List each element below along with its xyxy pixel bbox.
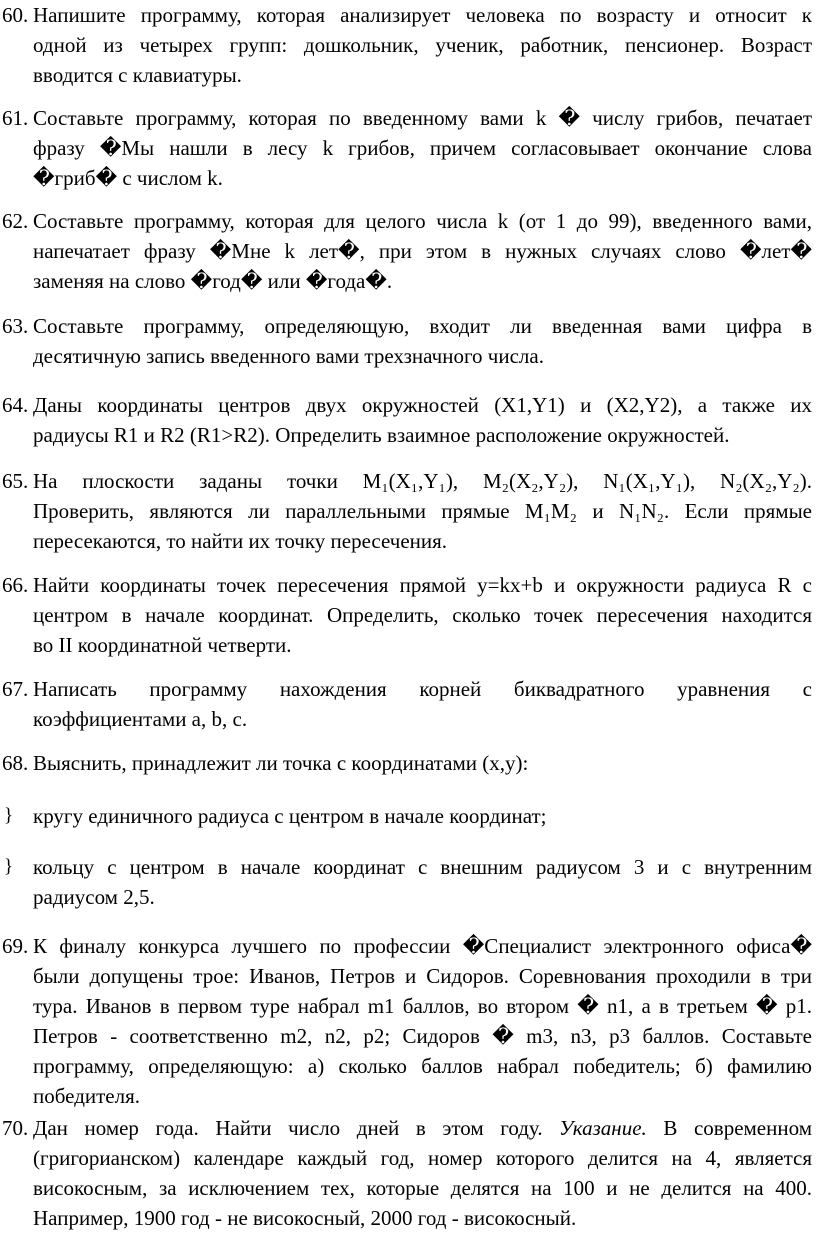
task-text-line: Петров - соответственно m2, n2, p2; Сидоров � m3, n3, p3 баллов. Составьте <box>33 1024 812 1048</box>
task-number: 63. <box>2 314 29 338</box>
task-number: 69. <box>2 934 29 958</box>
bullet-text-line: кольцу с центром в начале координат с внешним радиусом 3 и с внутренним <box>33 855 812 879</box>
task-text-segment: Дан номер года. Найти число дней в этом году. <box>33 1116 543 1140</box>
task-text-line <box>33 1113 812 1143</box>
task-text-line: (григорианском) календаре каждый год, номер которого делится на 4, является <box>33 1146 812 1170</box>
task-text-line: Составьте программу, определяющую, входит ли введенная вами цифра в <box>33 314 812 338</box>
task-text-line: фразу �Мы нашли в лесу k грибов, причем согласовывает окончание слова <box>33 136 812 160</box>
task-text-line: радиусы R1 и R2 (R1>R2). Определить взаимное расположение окружностей. <box>33 423 730 447</box>
task-number: 70. <box>2 1116 29 1140</box>
task-text-line: вводится с клавиатуры. <box>33 63 242 87</box>
task-text-line: победителя. <box>33 1084 140 1108</box>
task-number: 64. <box>2 393 29 417</box>
task-text-line: напечатает фразу �Мне k лет�, при этом в нужных случаях слово �лет� <box>33 239 812 263</box>
task-number: 61. <box>2 106 29 130</box>
task-number: 62. <box>2 209 29 233</box>
task-text-line: високосным, за исключением тех, которые делятся на 100 и не делится на 400. <box>33 1176 812 1200</box>
task-text-line: тура. Иванов в первом туре набрал m1 баллов, во втором � n1, а в третьем � p1. <box>33 994 812 1018</box>
task-text-line: десятичную запись введенного вами трехзначного числа. <box>33 344 544 368</box>
task-text-line: К финалу конкурса лучшего по профессии �Специалист электронного офиса� <box>33 934 812 958</box>
task-number: 66. <box>2 573 29 597</box>
task-text-line: �гриб� с числом k. <box>33 166 223 190</box>
bullet-icon: } <box>4 805 14 826</box>
task-number: 68. <box>2 751 29 775</box>
task-text-line: Проверить, являются ли параллельными прямые M₁M₂ и N₁N₂. Если прямые <box>33 499 812 523</box>
task-text-line: Например, 1900 год - не високосный, 2000 год - високосный. <box>33 1206 577 1230</box>
task-text-line: были допущены трое: Иванов, Петров и Сидоров. Соревнования проходили в три <box>33 964 812 988</box>
task-text-line: коэффициентами a, b, c. <box>33 707 248 731</box>
task-text-line: центром в начале координат. Определить, сколько точек пересечения находится <box>33 603 812 627</box>
bullet-icon: } <box>4 856 14 877</box>
task-number: 65. <box>2 469 29 493</box>
task-number: 67. <box>2 677 29 701</box>
task-text-line: программу, определяющую: а) сколько баллов набрал победитель; б) фамилию <box>33 1054 812 1078</box>
task-text-line: Составьте программу, которая для целого числа k (от 1 до 99), введенного вами, <box>33 209 812 233</box>
task-text-line: На плоскости заданы точки M₁(X₁,Y₁), M₂(X₂,Y₂), N₁(X₁,Y₁), N₂(X₂,Y₂). <box>33 469 812 493</box>
task-text-line: одной из четырех групп: дошкольник, ученик, работник, пенсионер. Возраст <box>33 33 812 57</box>
bullet-text-line: кругу единичного радиуса с центром в начале координат; <box>33 804 547 828</box>
task-text-line: во II координатной четверти. <box>33 633 292 657</box>
task-text-line: Выяснить, принадлежит ли точка с координатами (x,y): <box>33 751 529 775</box>
task-number: 60. <box>2 3 29 27</box>
task-text-line: Напишите программу, которая анализирует человека по возрасту и относит к <box>33 3 812 27</box>
bullet-text-line: радиусом 2,5. <box>33 885 155 909</box>
task-text-line: пересекаются, то найти их точку пересечения. <box>33 529 448 553</box>
task-text-line: Составьте программу, которая по введенному вами k � числу грибов, печатает <box>33 106 812 130</box>
task-text-line: Написать программу нахождения корней биквадратного уравнения с <box>33 677 812 701</box>
task-text-line: заменяя на слово �год� или �года�. <box>33 269 393 293</box>
task-text-line: Найти координаты точек пересечения прямой y=kx+b и окружности радиуса R с <box>33 573 812 597</box>
task-text-segment: В современном <box>663 1116 812 1140</box>
task-text-line: Даны координаты центров двух окружностей (X1,Y1) и (X2,Y2), а также их <box>33 393 812 417</box>
hint-label: Указание. <box>559 1116 647 1140</box>
